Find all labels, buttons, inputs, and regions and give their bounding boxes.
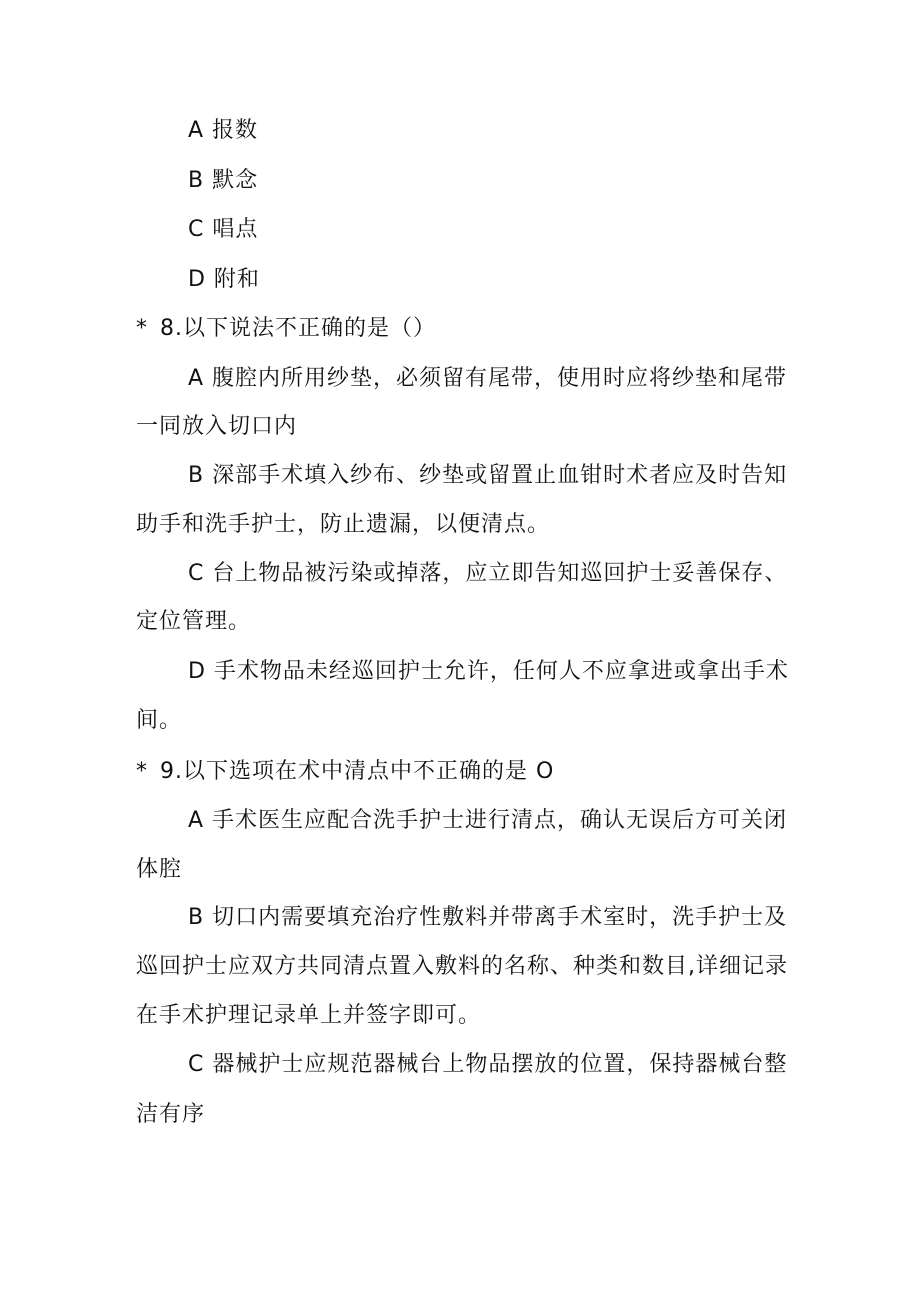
q7-option-c: C 唱点 <box>188 217 259 242</box>
q8-option-b-line2: 助手和洗手护士，防止遗漏，以便清点。 <box>136 512 551 537</box>
q9-option-b-line3: 在手术护理记录单上并签字即可。 <box>136 1003 482 1028</box>
q8-star: * <box>136 316 148 341</box>
q9-option-c-line2: 洁有序 <box>136 1102 206 1127</box>
q8-option-c-line1: C 台上物品被污染或掉落，应立即告知巡回护士妥善保存、 <box>188 561 788 586</box>
q7-option-a: A 报数 <box>188 118 259 143</box>
q9-option-b-line1: B 切口内需要填充治疗性敷料并带离手术室时，洗手护士及 <box>188 905 788 930</box>
q8-title: 8.以下说法不正确的是（） <box>160 316 436 341</box>
q8-question <box>136 314 436 344</box>
q8-option-a-line1: A 腹腔内所用纱垫，必须留有尾带，使用时应将纱垫和尾带 <box>188 366 788 391</box>
q7-option-d: D 附和 <box>188 267 260 292</box>
q7-option-b: B 默念 <box>188 168 259 193</box>
q9-option-c-line1: C 器械护士应规范器械台上物品摆放的位置，保持器械台整 <box>188 1052 788 1077</box>
q8-option-a-line2: 一同放入切口内 <box>136 414 298 439</box>
q9-star: * <box>136 759 148 784</box>
q8-option-d-line2: 间。 <box>136 708 183 733</box>
q9-option-a-line1: A 手术医生应配合洗手护士进行清点，确认无误后方可关闭 <box>188 808 788 833</box>
q8-option-b-line1: B 深部手术填入纱布、纱垫或留置止血钳时术者应及时告知 <box>188 463 788 488</box>
q9-option-a-line2: 体腔 <box>136 857 183 882</box>
q8-option-c-line2: 定位管理。 <box>136 609 252 634</box>
q8-option-d-line1: D 手术物品未经巡回护士允许，任何人不应拿进或拿出手术 <box>188 659 789 684</box>
q9-option-b-line2: 巡回护士应双方共同清点置入敷料的名称、种类和数目,详细记录 <box>136 954 788 979</box>
q9-question <box>136 757 554 787</box>
q9-title: 9.以下选项在术中清点中不正确的是 O <box>160 759 555 784</box>
